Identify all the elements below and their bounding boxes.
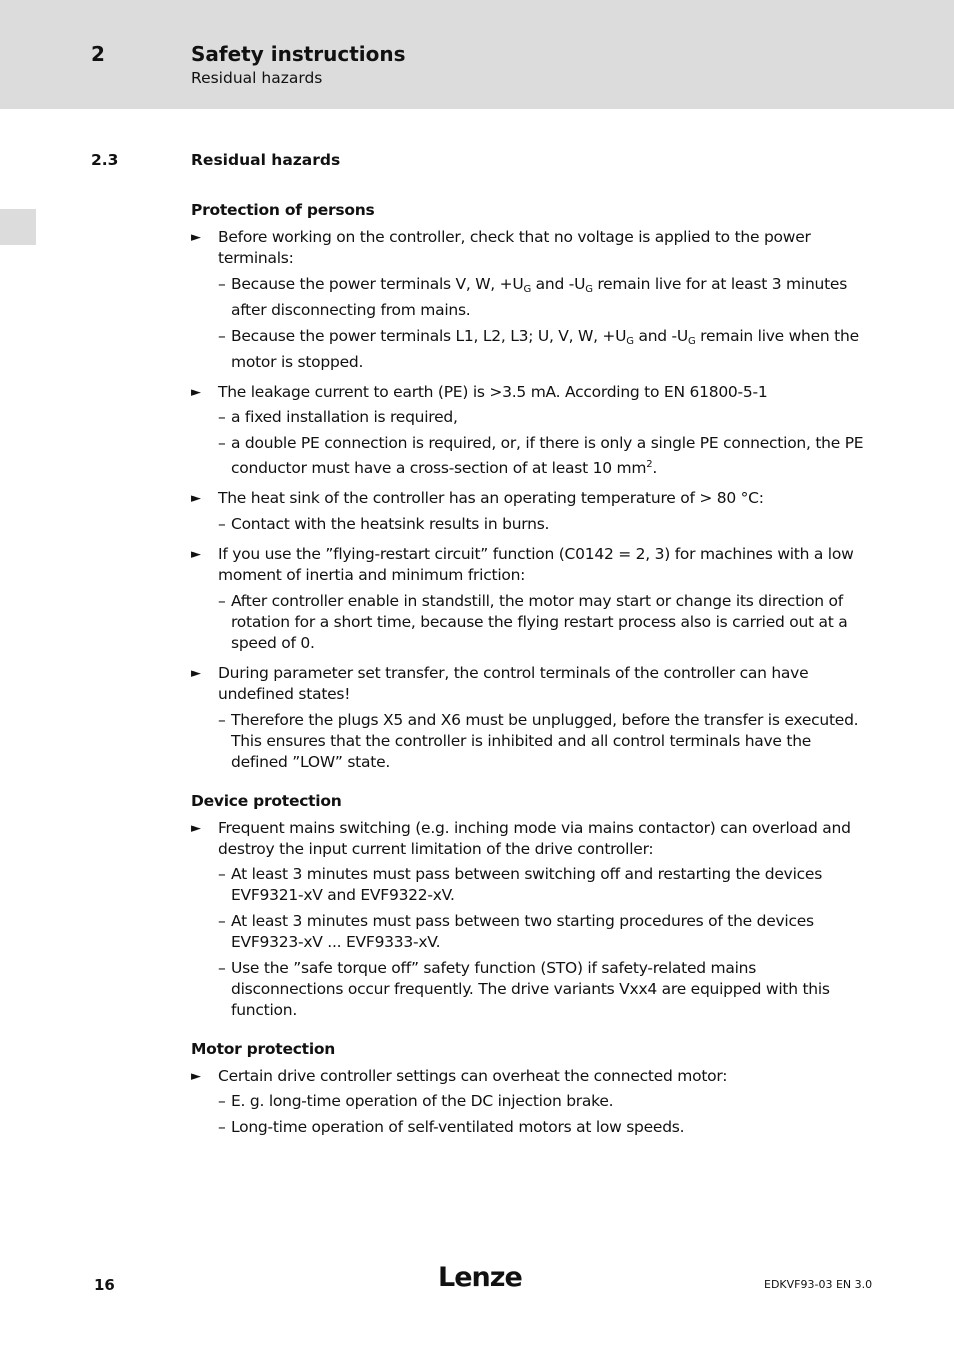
dash-item <box>191 958 866 1021</box>
subscript: G <box>523 284 531 295</box>
triangle-bullet-icon: ► <box>191 491 201 506</box>
subscript: G <box>626 336 634 347</box>
dash-marker: – <box>218 959 226 977</box>
dash-text: remain live when the motor is stopped. <box>231 327 859 371</box>
list-item <box>191 544 866 586</box>
heading-protection-of-persons: Protection of persons <box>191 201 375 219</box>
dash-marker: – <box>218 327 226 345</box>
subscript: G <box>585 284 593 295</box>
page-header <box>0 0 954 109</box>
dash-marker: – <box>218 711 226 729</box>
content-body <box>191 200 866 1138</box>
dash-marker: – <box>218 592 226 610</box>
list-item <box>191 227 866 269</box>
dash-text: E. g. long-time operation of the DC injection brake. <box>231 1092 614 1110</box>
dash-text: a double PE connection is required, or, if there is only a single PE connection, the PE conductor must have a cross-section of at least 10 mm <box>231 434 864 477</box>
list-item <box>191 382 866 403</box>
dash-marker: – <box>218 912 226 930</box>
dash-item <box>191 710 866 773</box>
bullet-text: The leakage current to earth (PE) is >3.5 mA. According to EN 61800-5-1 <box>218 383 768 401</box>
triangle-bullet-icon: ► <box>191 547 201 562</box>
list-item <box>191 818 866 860</box>
chapter-title: Safety instructions <box>191 42 406 66</box>
dash-text: and -U <box>530 275 586 293</box>
dash-text: Therefore the plugs X5 and X6 must be unplugged, before the transfer is executed. This ensures that the controller is inhibited and all control terminals have the defined ”LOW” state. <box>231 711 859 771</box>
triangle-bullet-icon: ► <box>191 1069 201 1084</box>
dash-text: Because the power terminals L1, L2, L3; U, V, W, +U <box>231 327 627 345</box>
dash-text: a fixed installation is required, <box>231 408 458 426</box>
superscript: 2 <box>646 459 653 470</box>
lenze-logo: Lenze <box>438 1262 522 1293</box>
triangle-bullet-icon: ► <box>191 666 201 681</box>
dash-item <box>191 407 866 428</box>
dash-text: remain live for at least 3 minutes after disconnecting from mains. <box>231 275 848 319</box>
bullet-text: The heat sink of the controller has an operating temperature of > 80 °C: <box>218 489 764 507</box>
triangle-bullet-icon: ► <box>191 385 201 400</box>
dash-text: Long-time operation of self-ventilated motors at low speeds. <box>231 1118 685 1136</box>
side-tab-marker <box>0 209 36 245</box>
dash-marker: – <box>218 275 226 293</box>
dash-text: Because the power terminals V, W, +U <box>231 275 524 293</box>
bullet-text: Certain drive controller settings can overheat the connected motor: <box>218 1067 728 1085</box>
bullet-text: If you use the ”flying-restart circuit” function (C0142 = 2, 3) for machines with a low moment of inertia and minimum friction: <box>218 545 854 584</box>
list-item <box>191 1066 866 1087</box>
dash-marker: – <box>218 865 226 883</box>
dash-item <box>191 1091 866 1112</box>
heading-motor-protection: Motor protection <box>191 1040 336 1058</box>
dash-text: At least 3 minutes must pass between two starting procedures of the devices EVF9323-xV ... EVF9333-xV. <box>231 912 814 951</box>
page-number: 16 <box>94 1276 115 1294</box>
dash-item <box>191 591 866 654</box>
dash-text: Use the ”safe torque off” safety function (STO) if safety-related mains disconnections occur frequently. The drive variants Vxx4 are equipped with this function. <box>231 959 830 1019</box>
triangle-bullet-icon: ► <box>191 230 201 245</box>
dash-marker: – <box>218 1092 226 1110</box>
dash-text: At least 3 minutes must pass between switching off and restarting the devices EVF9321-xV and EVF9322-xV. <box>231 865 823 904</box>
heading-device-protection: Device protection <box>191 792 342 810</box>
list-item <box>191 488 866 509</box>
section-number: 2.3 <box>91 151 119 169</box>
dash-text: After controller enable in standstill, the motor may start or change its direction of rotation for a short time, because the flying restart process also is carried out at a speed of 0. <box>231 592 848 652</box>
dash-item <box>191 326 866 373</box>
dash-item <box>191 864 866 906</box>
triangle-bullet-icon: ► <box>191 821 201 836</box>
section-title: Residual hazards <box>191 151 341 169</box>
dash-marker: – <box>218 408 226 426</box>
list-item <box>191 663 866 705</box>
dash-text: . <box>652 459 657 477</box>
subscript: G <box>687 336 696 347</box>
dash-item <box>191 911 866 953</box>
dash-text: Contact with the heatsink results in burns. <box>231 515 550 533</box>
document-id: EDKVF93-03 EN 3.0 <box>764 1278 873 1291</box>
dash-item <box>191 433 866 479</box>
dash-item <box>191 514 866 535</box>
dash-text: and -U <box>633 327 688 345</box>
dash-marker: – <box>218 434 226 452</box>
bullet-text: During parameter set transfer, the control terminals of the controller can have undefined states! <box>218 664 809 703</box>
chapter-number: 2 <box>91 42 105 66</box>
dash-item <box>191 1117 866 1138</box>
bullet-text: Frequent mains switching (e.g. inching mode via mains contactor) can overload and destroy the input current limitation of the drive controller: <box>218 819 851 858</box>
dash-marker: – <box>218 1118 226 1136</box>
chapter-subtitle: Residual hazards <box>191 69 323 87</box>
bullet-text: Before working on the controller, check that no voltage is applied to the power terminals: <box>218 228 811 267</box>
dash-marker: – <box>218 515 226 533</box>
dash-item <box>191 274 866 321</box>
